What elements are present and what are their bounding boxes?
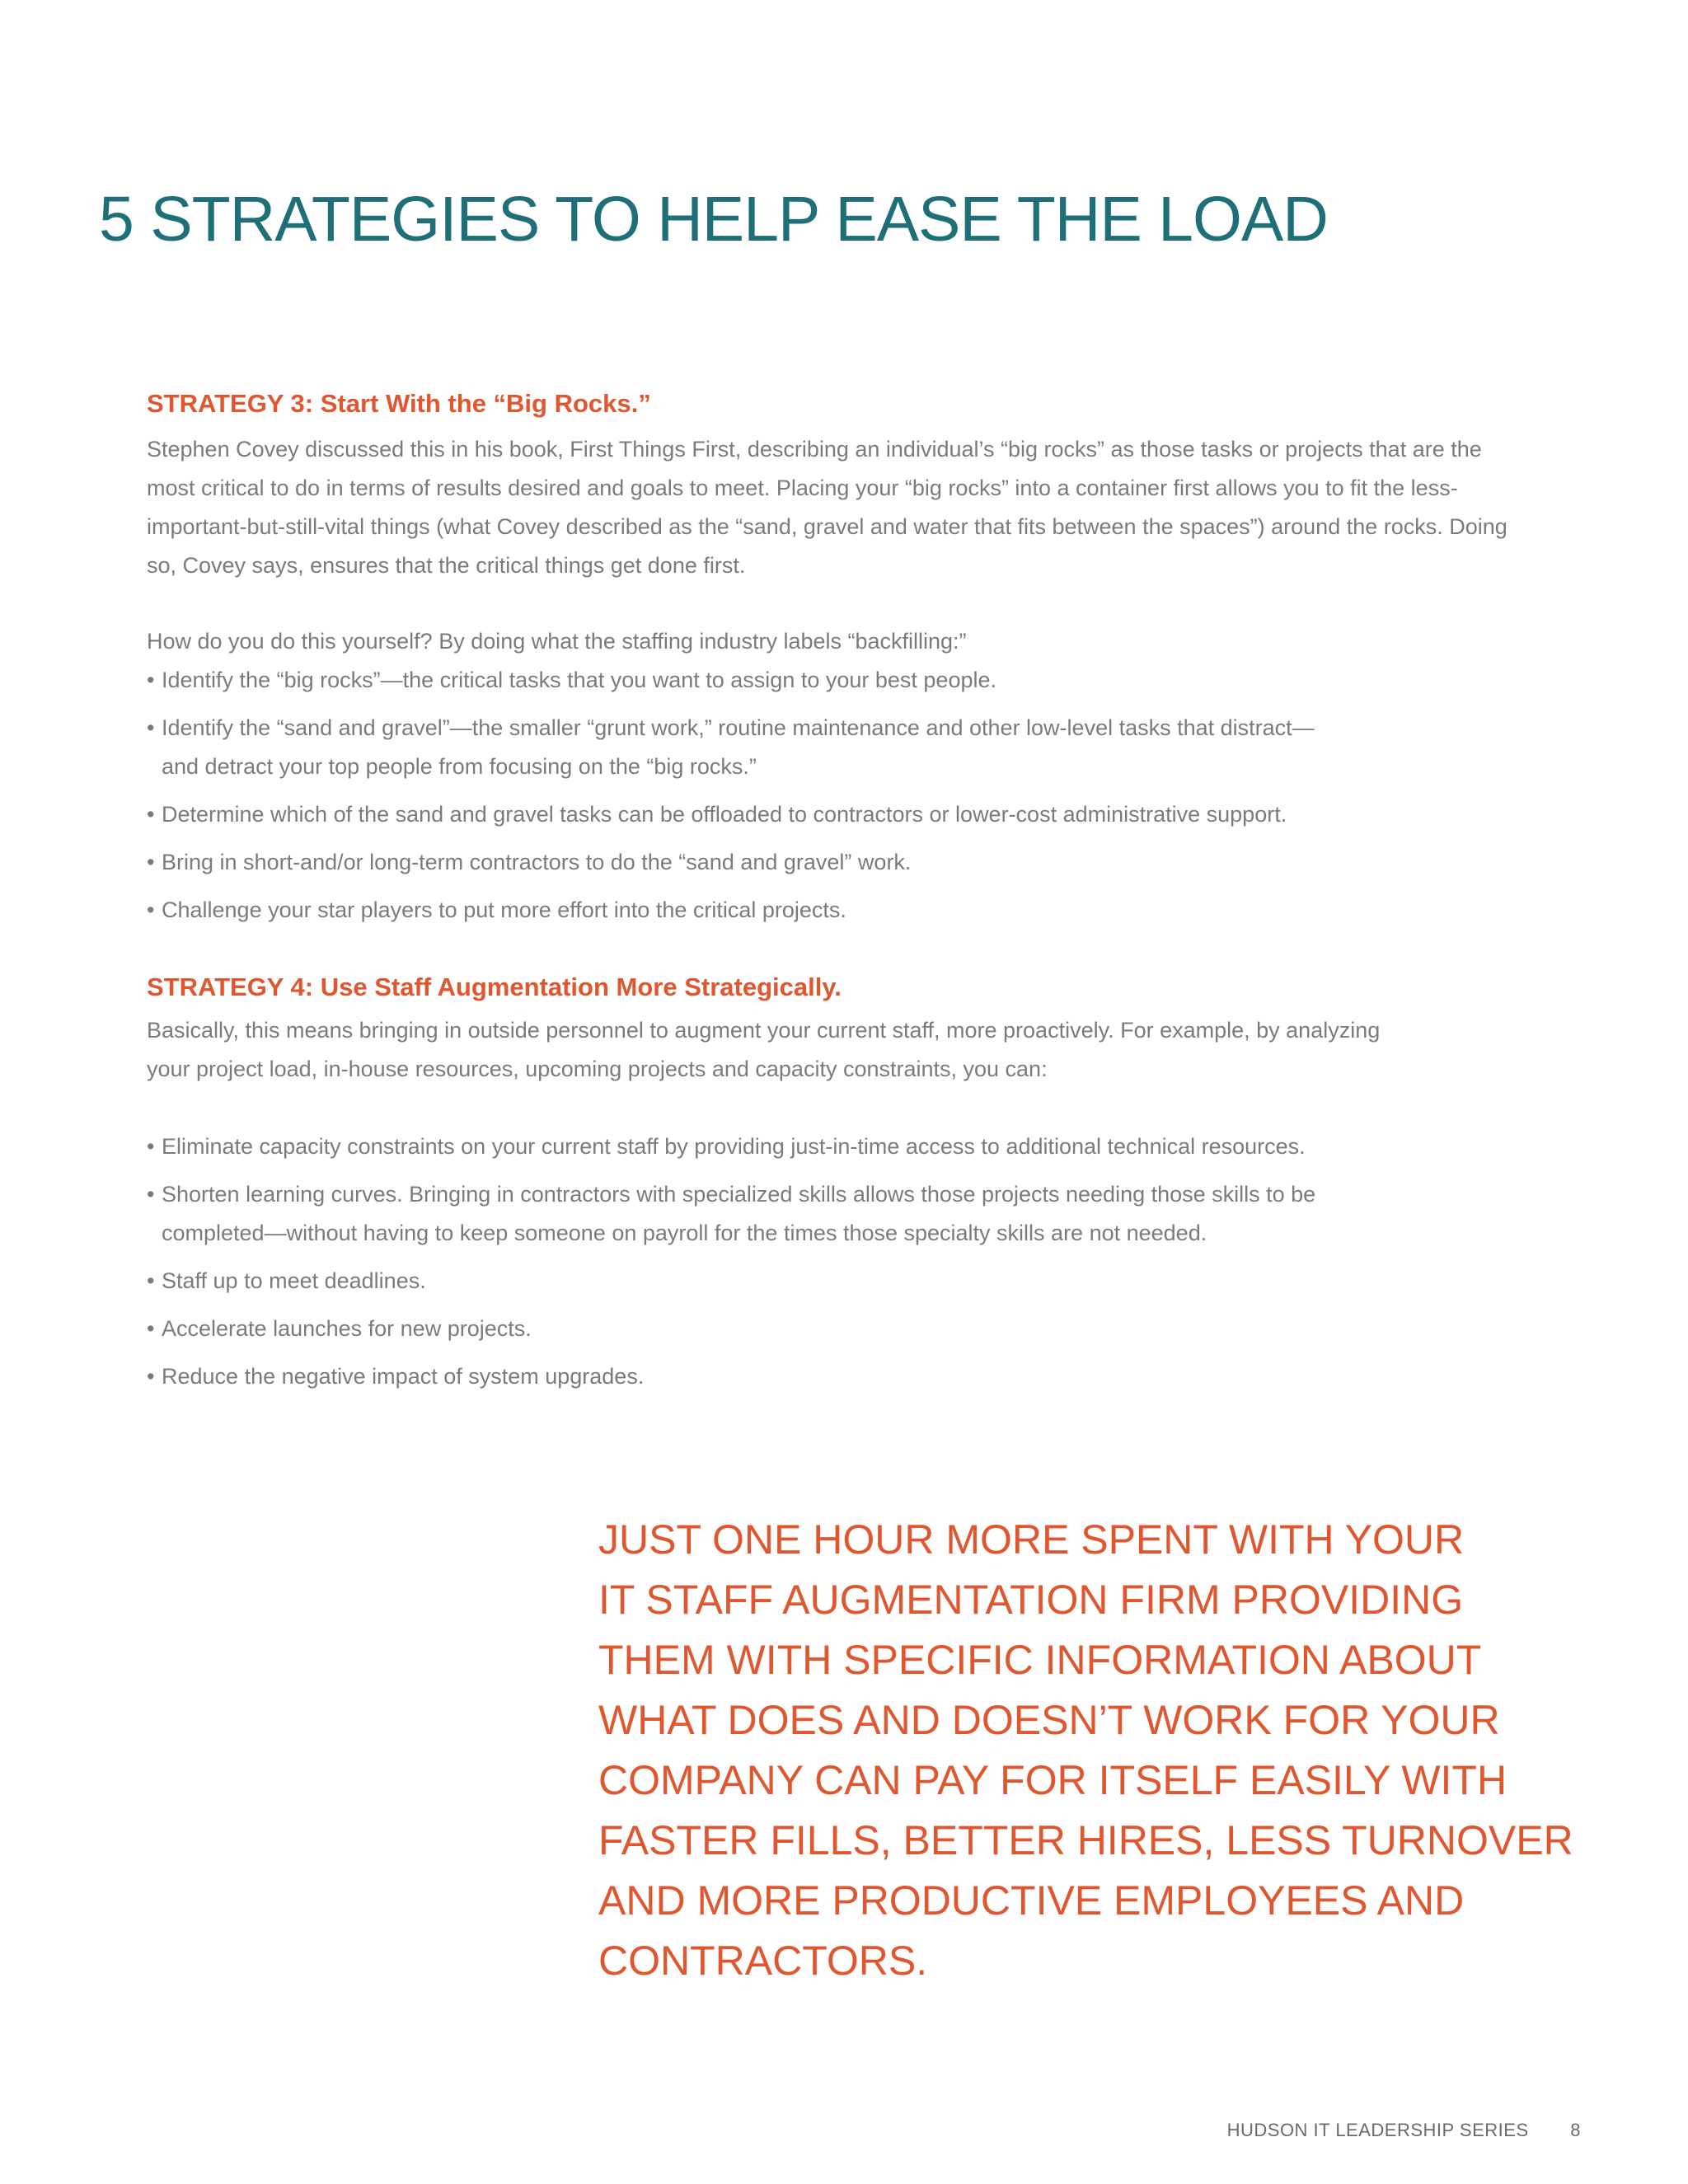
bullet-item — [147, 843, 1548, 882]
bullet-marker: • — [147, 668, 155, 693]
pull-quote-line: WHAT DOES AND DOESN’T WORK FOR YOUR — [598, 1697, 1500, 1743]
bullet-item — [147, 891, 1548, 930]
strategy-4-heading: STRATEGY 4: Use Staff Augmentation More Strategically. — [147, 972, 842, 1002]
bullet-text: Identify the “big rocks”—the critical tasks that you want to assign to your best people. — [162, 668, 997, 693]
bullet-item — [147, 1262, 1548, 1301]
pull-quote-line: CONTRACTORS. — [598, 1938, 928, 1984]
bullet-text: Determine which of the sand and gravel tasks can be offloaded to contractors or lower-cost administrative support. — [162, 802, 1287, 827]
bullet-text: Challenge your star players to put more effort into the critical projects. — [162, 898, 846, 923]
bullet-marker: • — [147, 898, 155, 923]
pull-quote-line: IT STAFF AUGMENTATION FIRM PROVIDING — [598, 1577, 1464, 1623]
page-number: 8 — [1570, 2120, 1581, 2140]
pull-quote-line: THEM WITH SPECIFIC INFORMATION ABOUT — [598, 1637, 1482, 1683]
bullet-item — [147, 709, 1548, 786]
bullet-marker: • — [147, 1181, 155, 1207]
bullet-marker: • — [147, 802, 155, 827]
pull-quote-line: JUST ONE HOUR MORE SPENT WITH YOUR — [598, 1516, 1465, 1563]
bullet-item — [147, 1175, 1548, 1253]
bullet-item — [147, 661, 1548, 700]
bullet-item — [147, 1357, 1548, 1396]
bullet-marker: • — [147, 1315, 155, 1341]
strategy-3-section — [147, 387, 1548, 930]
pull-quote-line: COMPANY CAN PAY FOR ITSELF EASILY WITH — [598, 1757, 1507, 1803]
strategy-3-paragraph: Stephen Covey discussed this in his book, First Things First, describing an individual’s “big rocks” as those tasks or projects that are the most critical to do in terms of results desired and goals to meet. Placing your “big rocks” into a container first allows you to fit the less-important-but-still-vital things (what Covey described as the “sand, gravel and water that fits between the spaces”) around the rocks. Doing so, Covey says, ensures that the critical things get done first. — [147, 437, 1507, 579]
bullet-text: Staff up to meet deadlines. — [162, 1268, 426, 1293]
strategy-3-heading: STRATEGY 3: Start With the “Big Rocks.” — [147, 389, 651, 418]
pull-quote — [598, 1510, 1587, 1991]
bullet-item — [147, 1310, 1548, 1348]
main-content — [147, 387, 1548, 1405]
page-title: 5 STRATEGIES TO HELP EASE THE LOAD — [99, 184, 1328, 255]
bullet-marker: • — [147, 850, 155, 875]
strategy-4-paragraph: Basically, this means bringing in outside personnel to augment your current staff, more proactively. For example, by analyzing your project load, in-house resources, upcoming projects and capacity constraints, you can: — [147, 1017, 1381, 1081]
strategy-4-section — [147, 971, 1548, 1395]
pull-quote-line: FASTER FILLS, BETTER HIRES, LESS TURNOVER — [598, 1817, 1573, 1863]
bullet-marker: • — [147, 1363, 155, 1389]
strategy-3-intro: How do you do this yourself? By doing what the staffing industry labels “backfilling:” — [147, 629, 967, 654]
footer-series-name: HUDSON IT LEADERSHIP SERIES — [1226, 2120, 1529, 2140]
bullet-item — [147, 1127, 1548, 1166]
bullet-text: Eliminate capacity constraints on your current staff by providing just-in-time access to additional technical resources. — [162, 1133, 1306, 1159]
bullet-text: Shorten learning curves. Bringing in contractors with specialized skills allows those projects needing those skills to be completed—without having to keep someone on payroll for the times those specialty skills are not needed. — [162, 1181, 1316, 1245]
bullet-marker: • — [147, 1133, 155, 1159]
bullet-marker: • — [147, 715, 155, 741]
strategy-3-bullet-list — [147, 661, 1548, 930]
bullet-text: Reduce the negative impact of system upgrades. — [162, 1363, 645, 1389]
strategy-4-bullet-list — [147, 1127, 1548, 1396]
page-footer — [1227, 2120, 1581, 2141]
bullet-text: Bring in short-and/or long-term contractors to do the “sand and gravel” work. — [162, 850, 912, 875]
bullet-item — [147, 795, 1548, 834]
bullet-marker: • — [147, 1268, 155, 1293]
bullet-text: Identify the “sand and gravel”—the smaller “grunt work,” routine maintenance and other low-level tasks that distract— and detract your top people from focusing on the “big rocks.” — [162, 715, 1315, 780]
pull-quote-line: AND MORE PRODUCTIVE EMPLOYEES AND — [598, 1877, 1465, 1924]
bullet-text: Accelerate launches for new projects. — [162, 1315, 532, 1341]
